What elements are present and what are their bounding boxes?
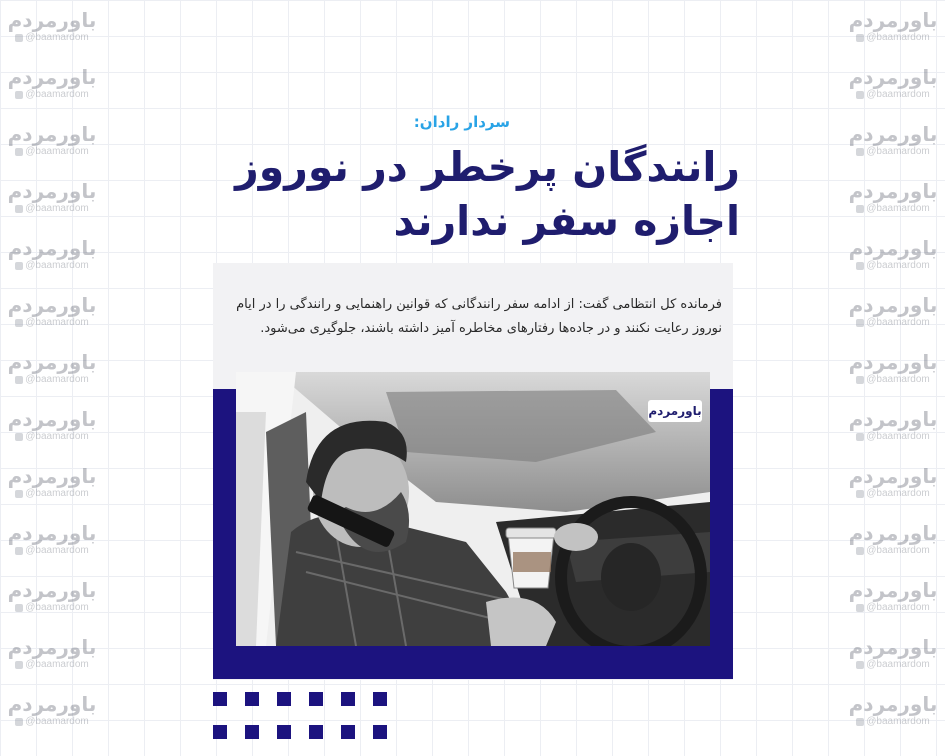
instagram-telegram-icon — [15, 376, 23, 384]
watermark-logo: باورمردم — [7, 635, 97, 659]
watermark — [845, 635, 941, 692]
watermark-logo: باورمردم — [848, 521, 938, 545]
watermark-logo: باورمردم — [7, 179, 97, 203]
watermark-column-left — [4, 8, 100, 749]
watermark-handle — [15, 260, 89, 272]
instagram-telegram-icon — [15, 604, 23, 612]
instagram-telegram-icon — [15, 490, 23, 498]
watermark-handle-text: @baamardom — [25, 374, 89, 385]
watermark-handle — [15, 431, 89, 443]
watermark-logo: باورمردم — [848, 122, 938, 146]
watermark — [845, 578, 941, 635]
watermark — [845, 8, 941, 65]
watermark-logo: باورمردم — [7, 521, 97, 545]
watermark — [4, 65, 100, 122]
watermark-handle-text: @baamardom — [866, 89, 930, 100]
watermark-logo: باورمردم — [7, 350, 97, 374]
watermark-handle-text: @baamardom — [866, 203, 930, 214]
instagram-telegram-icon — [15, 205, 23, 213]
watermark-handle-text: @baamardom — [25, 146, 89, 157]
watermark — [4, 122, 100, 179]
watermark — [845, 350, 941, 407]
headline: رانندگان پرخطر در نوروز اجازه سفر ندارند — [235, 143, 740, 245]
watermark-handle-text: @baamardom — [866, 374, 930, 385]
instagram-telegram-icon — [15, 661, 23, 669]
watermark-handle — [856, 374, 930, 386]
watermark-handle — [856, 488, 930, 500]
watermark-logo: باورمردم — [7, 65, 97, 89]
watermark-logo: باورمردم — [848, 635, 938, 659]
watermark — [845, 464, 941, 521]
instagram-telegram-icon — [856, 376, 864, 384]
watermark-logo: باورمردم — [7, 464, 97, 488]
instagram-telegram-icon — [856, 91, 864, 99]
kicker-label: سردار رادان: — [413, 113, 510, 131]
watermark — [845, 65, 941, 122]
instagram-telegram-icon — [15, 34, 23, 42]
watermark — [845, 407, 941, 464]
watermark-column-right — [845, 8, 941, 749]
decorative-square — [245, 692, 259, 706]
watermark-handle-text: @baamardom — [866, 317, 930, 328]
watermark — [845, 521, 941, 578]
watermark-handle-text: @baamardom — [866, 602, 930, 613]
instagram-telegram-icon — [15, 148, 23, 156]
instagram-telegram-icon — [856, 34, 864, 42]
watermark-handle-text: @baamardom — [866, 32, 930, 43]
decorative-square — [341, 692, 355, 706]
watermark-handle — [15, 146, 89, 158]
watermark-handle-text: @baamardom — [866, 545, 930, 556]
watermark-handle — [856, 659, 930, 671]
watermark-handle-text: @baamardom — [25, 317, 89, 328]
watermark-handle — [856, 89, 930, 101]
watermark-handle-text: @baamardom — [866, 146, 930, 157]
watermark-logo: باورمردم — [848, 8, 938, 32]
watermark — [4, 293, 100, 350]
watermark-handle — [856, 431, 930, 443]
instagram-telegram-icon — [15, 262, 23, 270]
watermark-logo: باورمردم — [7, 407, 97, 431]
watermark-handle — [856, 146, 930, 158]
watermark-logo: باورمردم — [848, 65, 938, 89]
watermark-handle — [15, 545, 89, 557]
watermark-logo: باورمردم — [848, 464, 938, 488]
decorative-square — [309, 692, 323, 706]
watermark-logo: باورمردم — [7, 8, 97, 32]
watermark-logo: باورمردم — [7, 692, 97, 716]
watermark-logo: باورمردم — [848, 236, 938, 260]
decorative-square — [277, 692, 291, 706]
watermark-handle — [15, 602, 89, 614]
watermark-logo: باورمردم — [7, 236, 97, 260]
watermark-handle — [15, 716, 89, 728]
watermark — [4, 236, 100, 293]
decorative-square — [277, 725, 291, 739]
watermark-handle-text: @baamardom — [866, 659, 930, 670]
decorative-square — [309, 725, 323, 739]
watermark — [845, 122, 941, 179]
decorative-square — [245, 725, 259, 739]
watermark — [4, 521, 100, 578]
watermark-handle-text: @baamardom — [25, 203, 89, 214]
watermark-handle — [856, 317, 930, 329]
instagram-telegram-icon — [856, 148, 864, 156]
watermark — [845, 293, 941, 350]
photo-logo: باورمردم — [648, 400, 702, 422]
watermark-handle-text: @baamardom — [25, 545, 89, 556]
watermark — [4, 8, 100, 65]
lead-paragraph: فرمانده کل انتظامی گفت: از ادامه سفر رانندگانی که قوانین راهنمایی و رانندگی را در ایام نوروز رعایت نکنند و در جاده‌ها رفتارهای مخاطره آمیز داشته باشند، جلوگیری می‌شود. — [236, 297, 722, 336]
watermark-logo: باورمردم — [848, 350, 938, 374]
watermark — [4, 179, 100, 236]
watermark-handle-text: @baamardom — [25, 659, 89, 670]
instagram-telegram-icon — [856, 262, 864, 270]
watermark — [4, 350, 100, 407]
watermark-handle — [15, 203, 89, 215]
watermark — [4, 578, 100, 635]
watermark-logo: باورمردم — [848, 179, 938, 203]
decorative-dots — [213, 692, 403, 740]
watermark-handle-text: @baamardom — [866, 431, 930, 442]
watermark — [4, 635, 100, 692]
instagram-telegram-icon — [15, 319, 23, 327]
watermark-handle — [15, 32, 89, 44]
watermark-handle — [15, 89, 89, 101]
watermark-handle-text: @baamardom — [25, 602, 89, 613]
instagram-telegram-icon — [856, 604, 864, 612]
watermark-logo: باورمردم — [848, 293, 938, 317]
watermark-handle-text: @baamardom — [25, 488, 89, 499]
instagram-telegram-icon — [15, 91, 23, 99]
instagram-telegram-icon — [15, 718, 23, 726]
news-photo — [236, 372, 710, 646]
watermark-logo: باورمردم — [848, 692, 938, 716]
decorative-square — [213, 692, 227, 706]
watermark-handle — [15, 488, 89, 500]
watermark — [845, 179, 941, 236]
instagram-telegram-icon — [856, 547, 864, 555]
watermark-handle — [856, 545, 930, 557]
watermark-handle-text: @baamardom — [866, 716, 930, 727]
watermark-handle — [15, 374, 89, 386]
watermark-handle-text: @baamardom — [25, 716, 89, 727]
instagram-telegram-icon — [856, 319, 864, 327]
watermark-handle — [856, 602, 930, 614]
watermark-handle-text: @baamardom — [25, 431, 89, 442]
watermark-logo: باورمردم — [7, 122, 97, 146]
watermark — [845, 692, 941, 749]
watermark — [845, 236, 941, 293]
instagram-telegram-icon — [856, 205, 864, 213]
watermark — [4, 464, 100, 521]
decorative-square — [373, 692, 387, 706]
watermark-handle — [856, 203, 930, 215]
decorative-square — [341, 725, 355, 739]
instagram-telegram-icon — [856, 433, 864, 441]
watermark-handle-text: @baamardom — [866, 488, 930, 499]
decorative-square — [373, 725, 387, 739]
watermark-handle — [15, 317, 89, 329]
watermark-handle-text: @baamardom — [866, 260, 930, 271]
watermark-handle — [856, 260, 930, 272]
instagram-telegram-icon — [856, 718, 864, 726]
instagram-telegram-icon — [15, 547, 23, 555]
watermark — [4, 692, 100, 749]
watermark-logo: باورمردم — [848, 578, 938, 602]
decorative-square — [213, 725, 227, 739]
watermark-logo: باورمردم — [7, 578, 97, 602]
watermark-handle — [15, 659, 89, 671]
instagram-telegram-icon — [856, 661, 864, 669]
watermark-handle — [856, 32, 930, 44]
instagram-telegram-icon — [856, 490, 864, 498]
watermark-handle — [856, 716, 930, 728]
watermark-handle-text: @baamardom — [25, 32, 89, 43]
watermark — [4, 407, 100, 464]
watermark-handle-text: @baamardom — [25, 260, 89, 271]
watermark-handle-text: @baamardom — [25, 89, 89, 100]
instagram-telegram-icon — [15, 433, 23, 441]
watermark-logo: باورمردم — [848, 407, 938, 431]
watermark-logo: باورمردم — [7, 293, 97, 317]
